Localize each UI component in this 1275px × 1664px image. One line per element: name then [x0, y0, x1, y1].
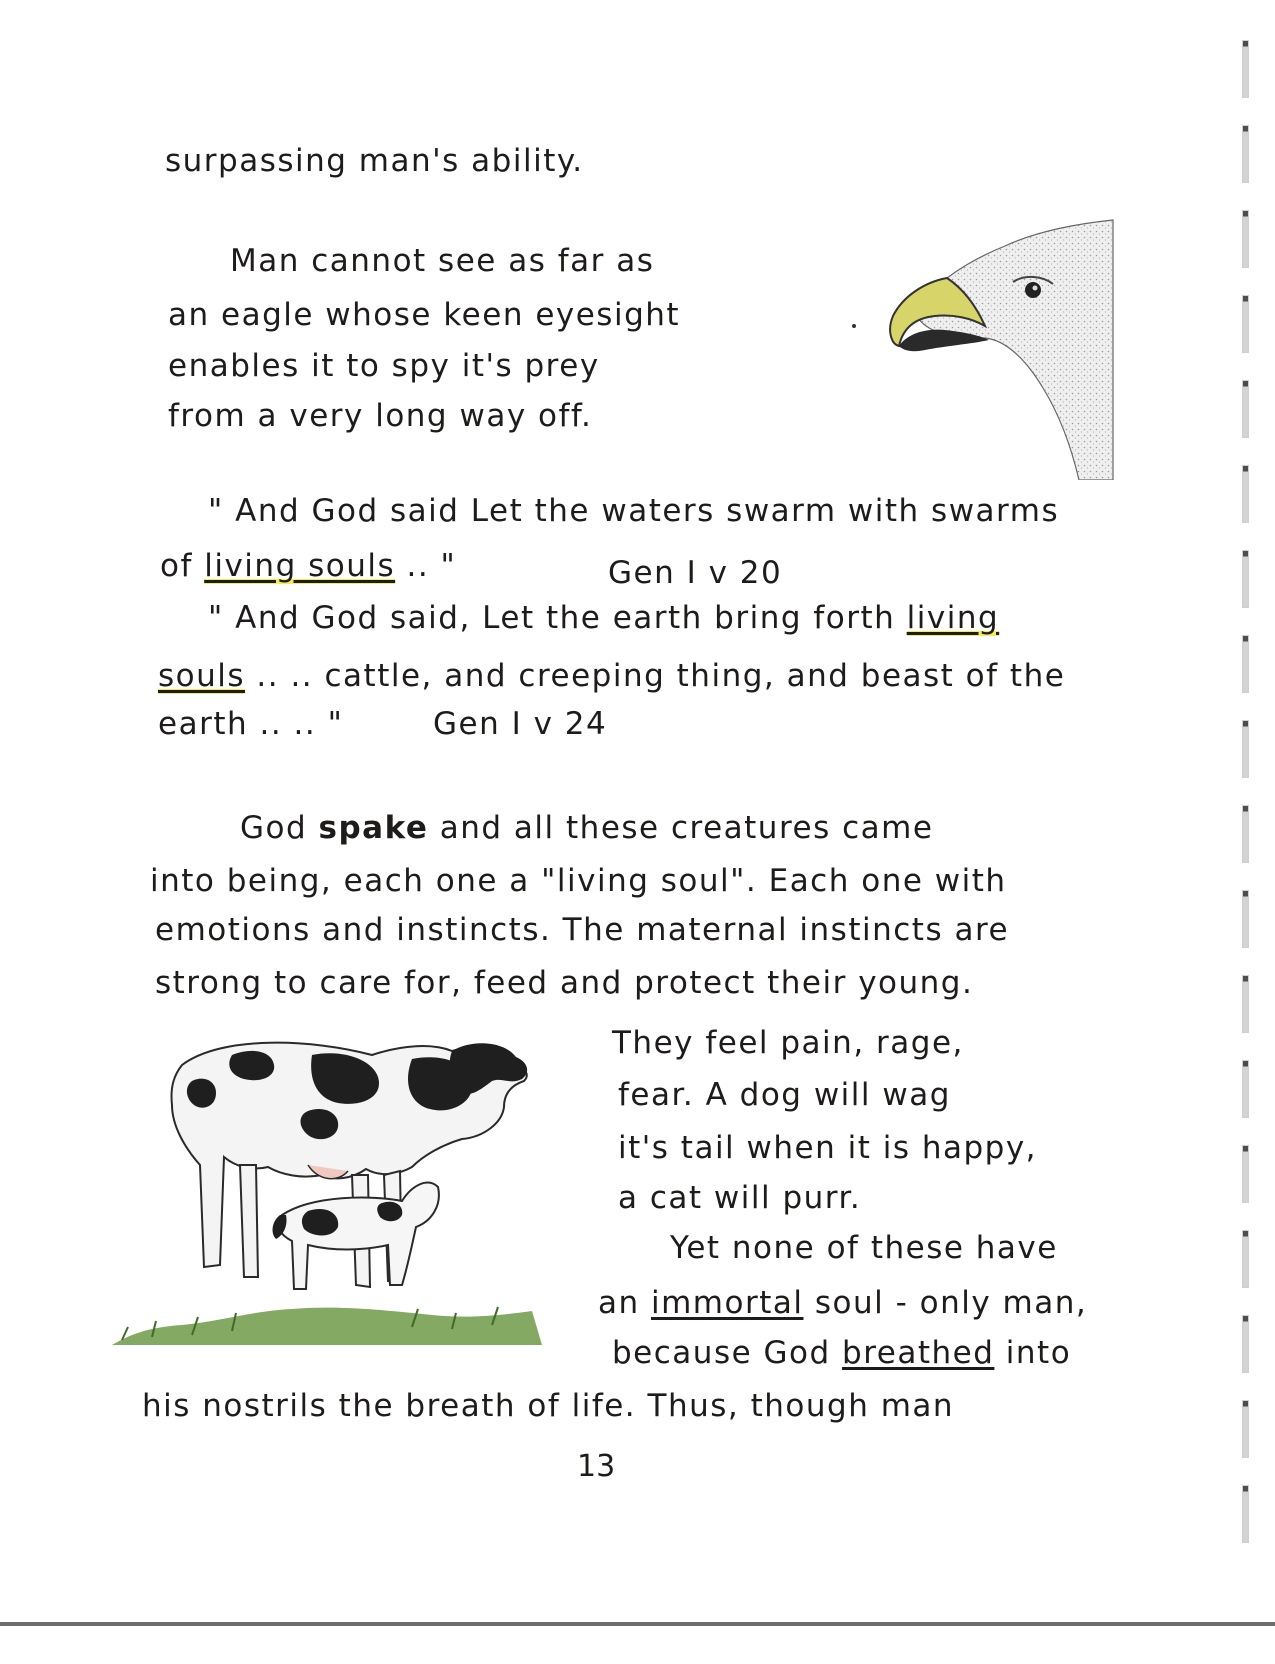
text-line	[598, 1285, 1087, 1321]
text-line: a cat will purr.	[618, 1180, 862, 1216]
stray-dot	[852, 324, 856, 328]
text-run: " And God said, Let the earth bring forth	[208, 600, 907, 636]
text-run: into	[994, 1335, 1072, 1371]
binding-hole	[1242, 550, 1249, 608]
underlined-text: breathed	[842, 1335, 995, 1371]
text-line: strong to care for, feed and protect their young.	[155, 965, 974, 1001]
binding-hole	[1242, 1145, 1249, 1203]
bold-text: spake	[318, 810, 429, 846]
spiral-binding	[1238, 0, 1264, 1620]
text-line: emotions and instincts. The maternal instincts are	[155, 912, 1010, 948]
binding-hole	[1242, 1060, 1249, 1118]
eagle-illustration	[885, 218, 1115, 480]
binding-hole	[1242, 1315, 1249, 1373]
text-line: from a very long way off.	[168, 398, 593, 434]
text-run: God	[240, 810, 319, 846]
binding-hole	[1242, 1485, 1249, 1543]
binding-hole	[1242, 720, 1249, 778]
binding-hole	[1242, 125, 1249, 183]
text-line: Yet none of these have	[670, 1230, 1058, 1266]
text-line: his nostrils the breath of life. Thus, though man	[142, 1388, 955, 1424]
page-number: 13	[577, 1449, 616, 1484]
text-line: " And God said Let the waters swarm with swarms	[208, 493, 1060, 529]
page-bottom-edge	[0, 1622, 1275, 1626]
highlighted-text: souls	[158, 658, 246, 694]
text-line	[158, 658, 1065, 694]
text-line: They feel pain, rage,	[612, 1025, 964, 1061]
text-line: enables it to spy it's prey	[168, 348, 600, 384]
text-run: .. "	[395, 548, 457, 584]
binding-hole	[1242, 890, 1249, 948]
scripture-reference: Gen I v 24	[433, 706, 608, 742]
highlighted-text: living	[906, 600, 1000, 636]
binding-hole	[1242, 1230, 1249, 1288]
text-run: an	[598, 1285, 651, 1321]
underlined-text: immortal	[651, 1285, 804, 1321]
highlighted-text: living souls	[204, 548, 396, 584]
text-line: fear. A dog will wag	[618, 1077, 951, 1113]
text-run: because God	[612, 1335, 843, 1371]
binding-hole	[1242, 635, 1249, 693]
text-line: earth .. .. "	[158, 706, 344, 742]
text-run: and all these creatures came	[428, 810, 934, 846]
text-run: soul - only man,	[803, 1285, 1088, 1321]
text-line: Man cannot see as far as	[230, 243, 655, 279]
text-line	[612, 1335, 1071, 1371]
text-line: into being, each one a "living soul". Each one with	[150, 863, 1007, 899]
binding-hole	[1242, 380, 1249, 438]
text-line	[160, 548, 456, 584]
text-line: an eagle whose keen eyesight	[168, 297, 681, 333]
binding-hole	[1242, 40, 1249, 98]
text-line: surpassing man's ability.	[165, 143, 584, 179]
cow-and-calf-illustration	[112, 1015, 542, 1345]
text-run: .. .. cattle, and creeping thing, and beast of the	[245, 658, 1066, 694]
binding-hole	[1242, 465, 1249, 523]
text-line	[208, 600, 999, 636]
binding-hole	[1242, 1400, 1249, 1458]
binding-hole	[1242, 295, 1249, 353]
text-line: it's tail when it is happy,	[618, 1130, 1038, 1166]
scripture-reference: Gen I v 20	[608, 555, 783, 591]
text-run: of	[160, 548, 205, 584]
binding-hole	[1242, 210, 1249, 268]
binding-hole	[1242, 805, 1249, 863]
text-line	[240, 810, 933, 846]
binding-hole	[1242, 975, 1249, 1033]
